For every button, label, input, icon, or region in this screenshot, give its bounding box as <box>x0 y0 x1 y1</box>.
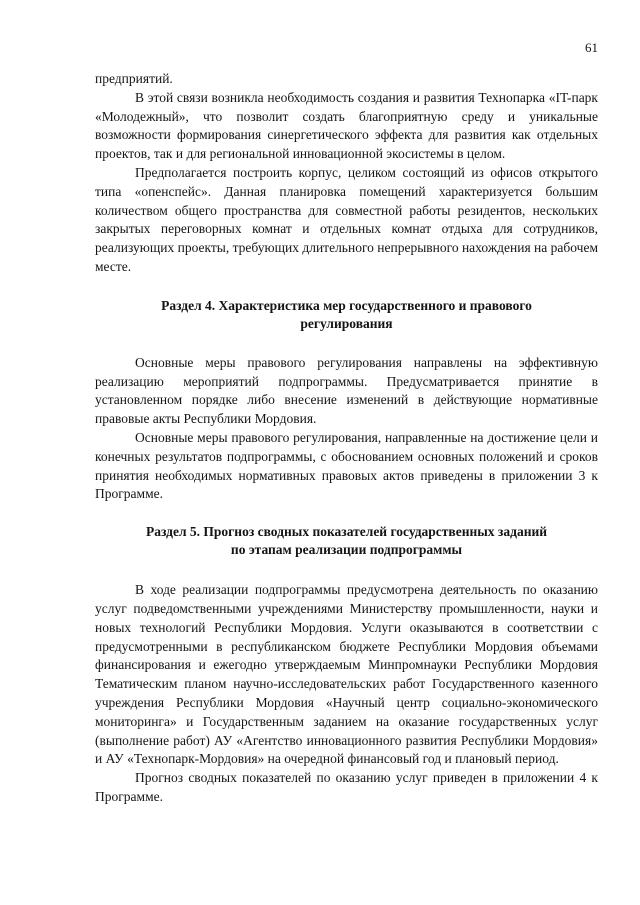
page-content <box>95 70 598 807</box>
section-5-paragraph-1: В ходе реализации подпрограммы предусмотрена деятельность по оказанию услуг подведомственными учреждениями Министерству промышленности, науки и новых технологий Республики Мордовия. Услуги оказываются в соответствии с предусмотренными в республиканском бюджете Республики Мордовия объемами финансирования и ежегодно утверждаемым Минпромнауки Республики Мордовия Тематическим планом научно-исследовательских работ Государственного казенного учреждения Республики Мордовия «Научный центр социально-экономического мониторинга» и Государственным заданием на оказание государственных услуг (выполнение работ) АУ «Агентство инновационного развития Республики Мордовия» и АУ «Технопарк-Мордовия» на очередной финансовый год и плановый период. <box>95 582 598 767</box>
section-4-heading-line-2: регулирования <box>300 315 393 331</box>
paragraph-openspace: Предполагается построить корпус, целиком состоящий из офисов открытого типа «опенспейс». Данная планировка помещений характеризуется большим количеством общего пространства для совместной работы резидентов, нескольких закрытых переговорных комнат и отдельных комнат отдыха для сотрудников, реализующих проекты, требующих длительного непрерывного нахождения на рабочем месте. <box>95 164 598 274</box>
section-5-paragraph-2: Прогноз сводных показателей по оказанию услуг приведен в приложении 4 к Программе. <box>95 770 598 804</box>
section-5-heading-line-2: по этапам реализации подпрограммы <box>230 542 463 558</box>
section-5-heading <box>95 523 598 559</box>
section-4-paragraph-2: Основные меры правового регулирования, направленные на достижение цели и конечных результатов подпрограммы, с обоснованием основных положений и сроков принятия необходимых нормативных правовых актов приведены в приложении 3 к Программе. <box>95 429 598 502</box>
paragraph-continuation: предприятий. <box>95 71 173 86</box>
page-number: 61 <box>585 40 598 55</box>
section-4-heading <box>95 297 598 333</box>
section-4-paragraph-1: Основные меры правового регулирования направлены на эффективную реализацию мероприятий подпрограммы. Предусматривается принятие в установленном порядке либо внесение изменений в действующие нормативные правовые акты Республики Мордовия. <box>95 354 598 427</box>
section-5-heading-line-1: Раздел 5. Прогноз сводных показателей государственных заданий <box>145 524 548 540</box>
section-4-heading-line-1: Раздел 4. Характеристика мер государственного и правового <box>161 297 532 313</box>
paragraph-technopark-need: В этой связи возникла необходимость создания и развития Технопарка «IT-парк «Молодежный», что позволит создать благоприятную среду и уникальные возможности формирования синергетического эффекта для развития как отдельных проектов, так и для региональной инновационной экосистемы в целом. <box>95 89 598 162</box>
